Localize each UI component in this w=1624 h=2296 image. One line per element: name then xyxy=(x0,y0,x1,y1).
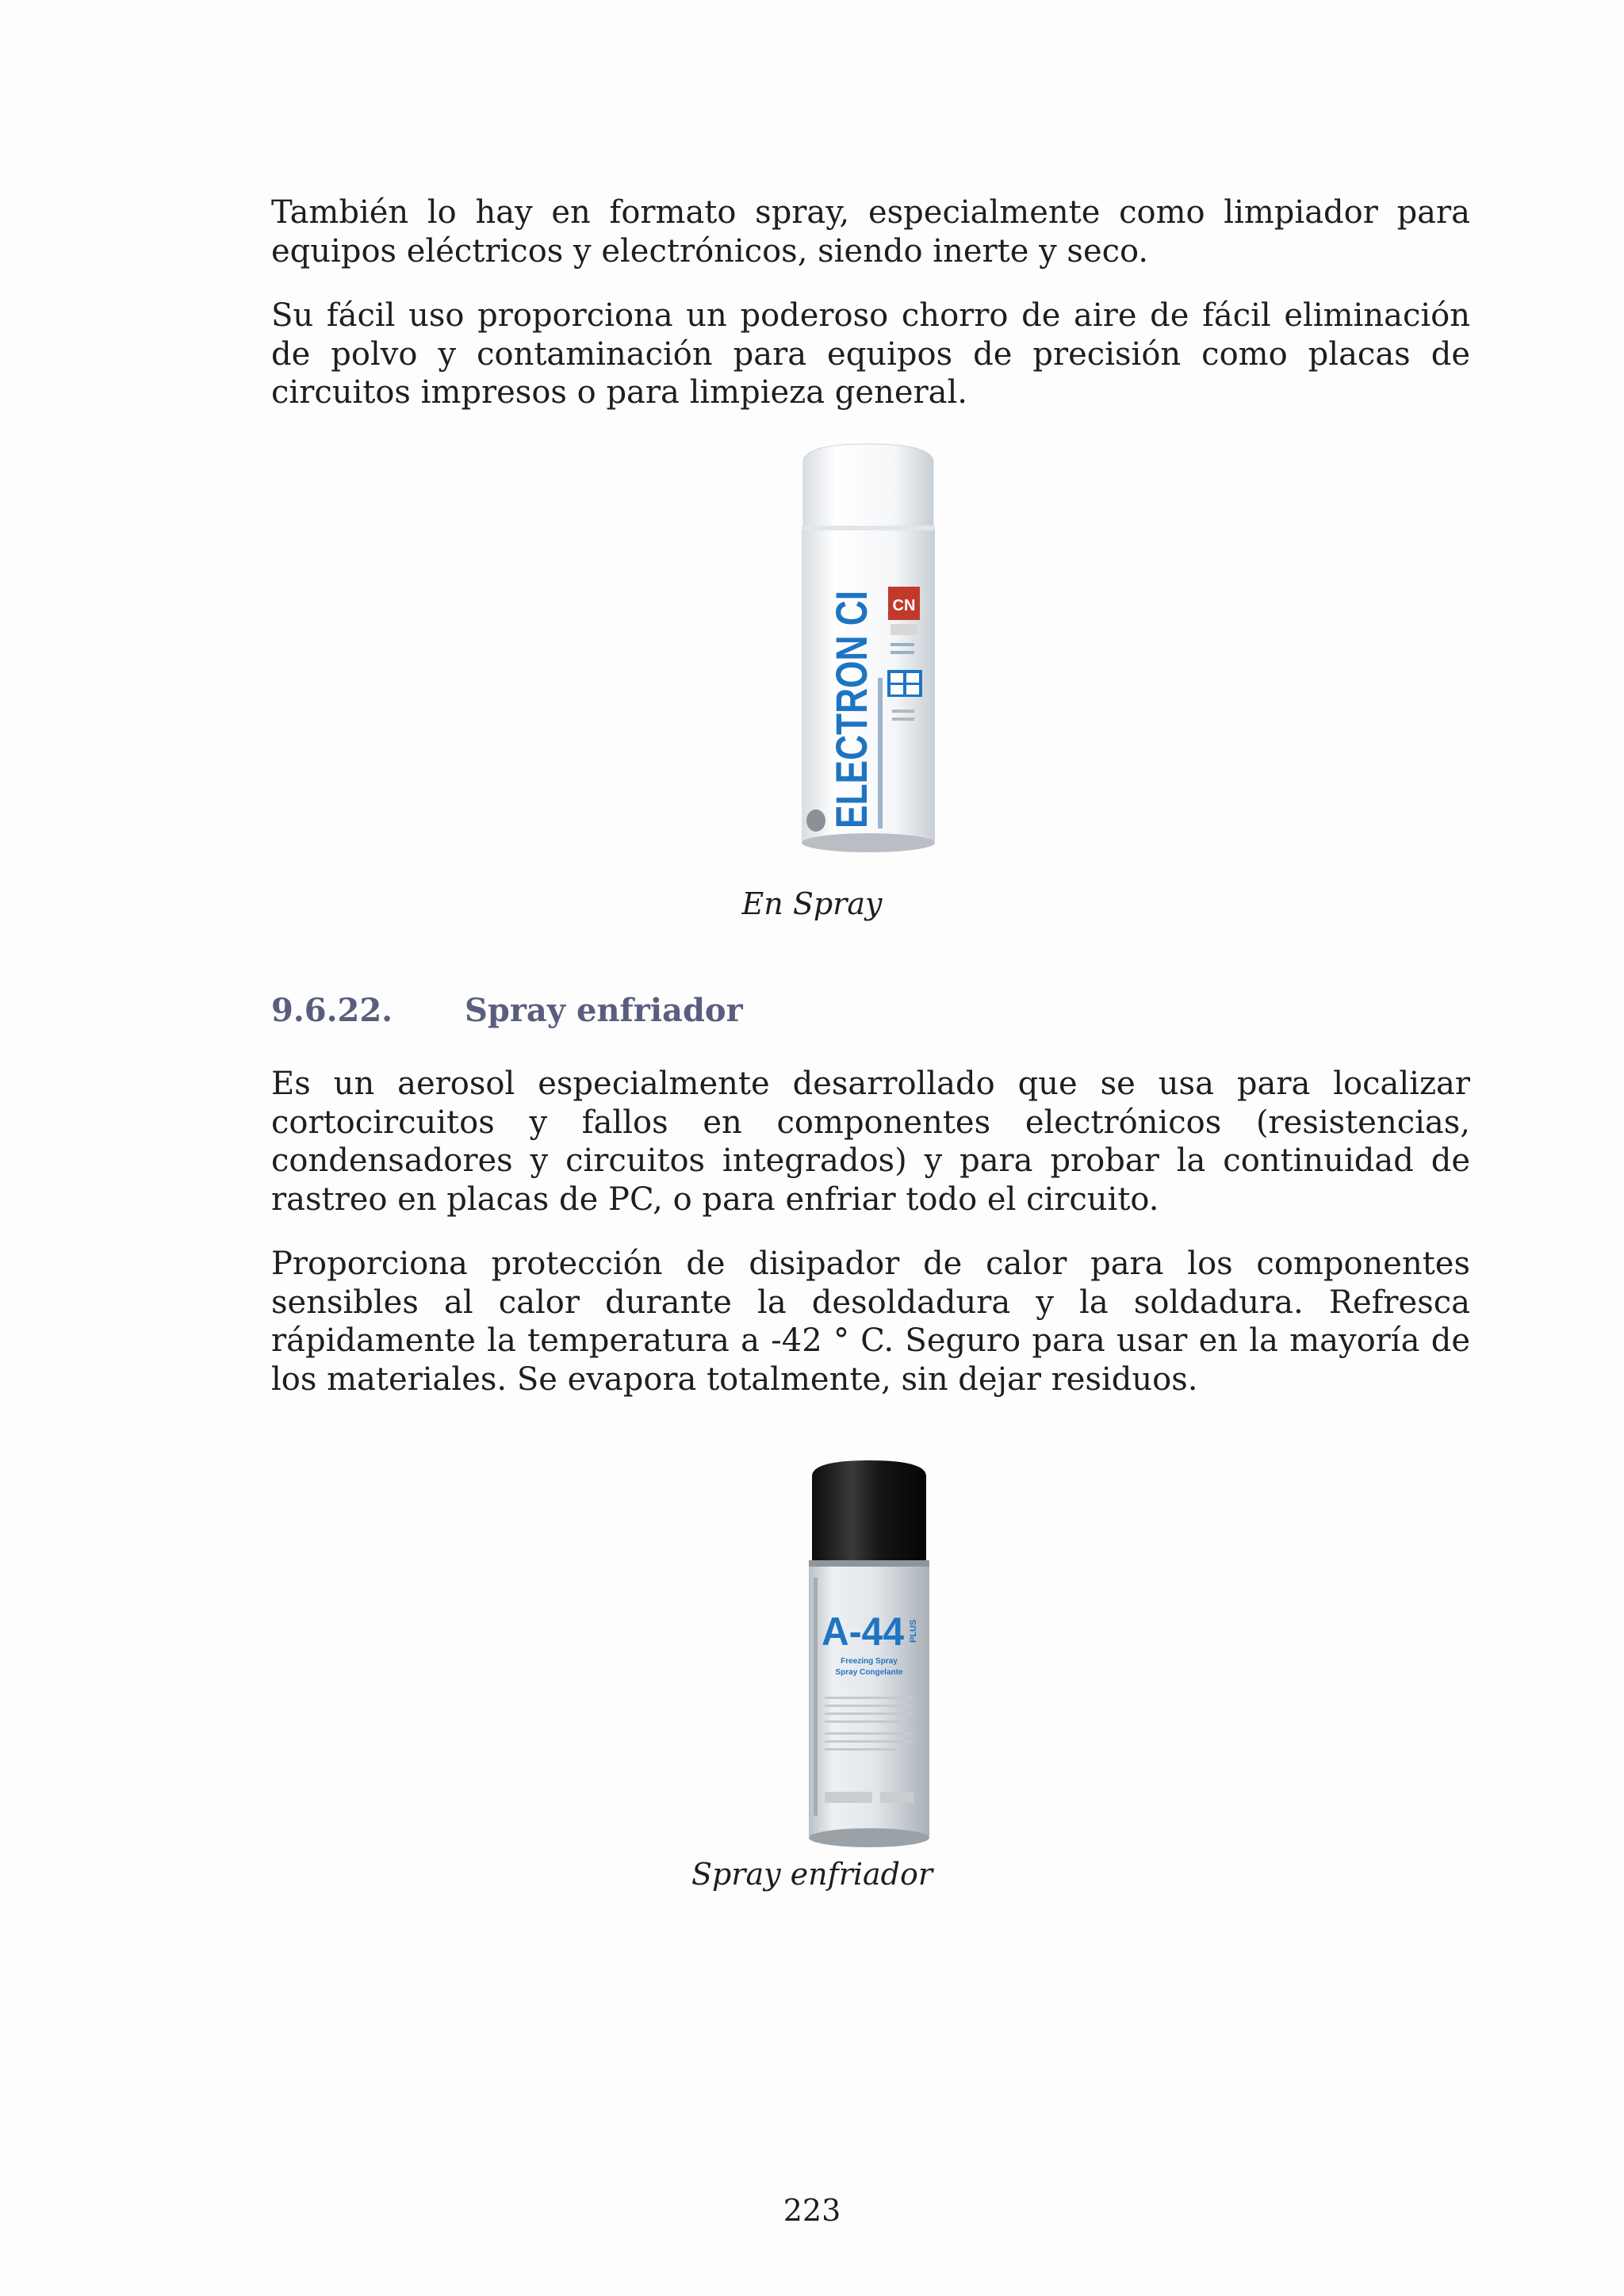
page-number: 223 xyxy=(783,2193,841,2228)
spray-congelante-label: Spray Congelante xyxy=(835,1668,903,1677)
section-number: 9.6.22. xyxy=(271,992,393,1029)
figure-caption-en-spray: En Spray xyxy=(741,886,883,921)
freezing-spray-label: Freezing Spray xyxy=(841,1657,898,1666)
electron-ci-spray-image xyxy=(789,440,948,856)
paragraph-aerosol-description: Es un aerosol especialmente desarrollado que se usa para localizar cortocircuitos y fallos en componentes electrónicos (resistencias, condensadores y circuitos integrados) y para probar la continuidad de rastreo en placas de PC, o para enfriar todo el circuito. xyxy=(271,1066,1470,1218)
paragraph-aerosol-protection: Proporciona protección de disipador de calor para los componentes sensibles al calor durante la desoldadura y la soldadura. Refresca rápidamente la temperatura a -42 ° C. Seguro para usar en la mayoría de los materiales. Se evapora totalmente, sin dejar residuos. xyxy=(271,1246,1470,1398)
paragraph-spray-usage: Su fácil uso proporciona un poderoso chorro de aire de fácil eliminación de polvo y contaminación para equipos de precisión como placas de circuitos impresos o para limpieza general. xyxy=(271,297,1470,411)
figure-caption-spray-enfriador: Spray enfriador xyxy=(691,1857,933,1892)
a44-plus-label: PLUS xyxy=(909,1619,918,1643)
paragraph-spray-intro: También lo hay en formato spray, especialmente como limpiador para equipos eléctricos y electrónicos, siendo inerte y seco. xyxy=(271,194,1470,270)
electron-ci-label: ELECTRON CI xyxy=(826,527,876,828)
section-title: Spray enfriador xyxy=(465,992,743,1029)
brand-mark: CN xyxy=(892,597,916,614)
a44-spray-image xyxy=(801,1459,937,1852)
section-heading xyxy=(271,992,743,1029)
a44-label: A-44 xyxy=(822,1609,905,1654)
